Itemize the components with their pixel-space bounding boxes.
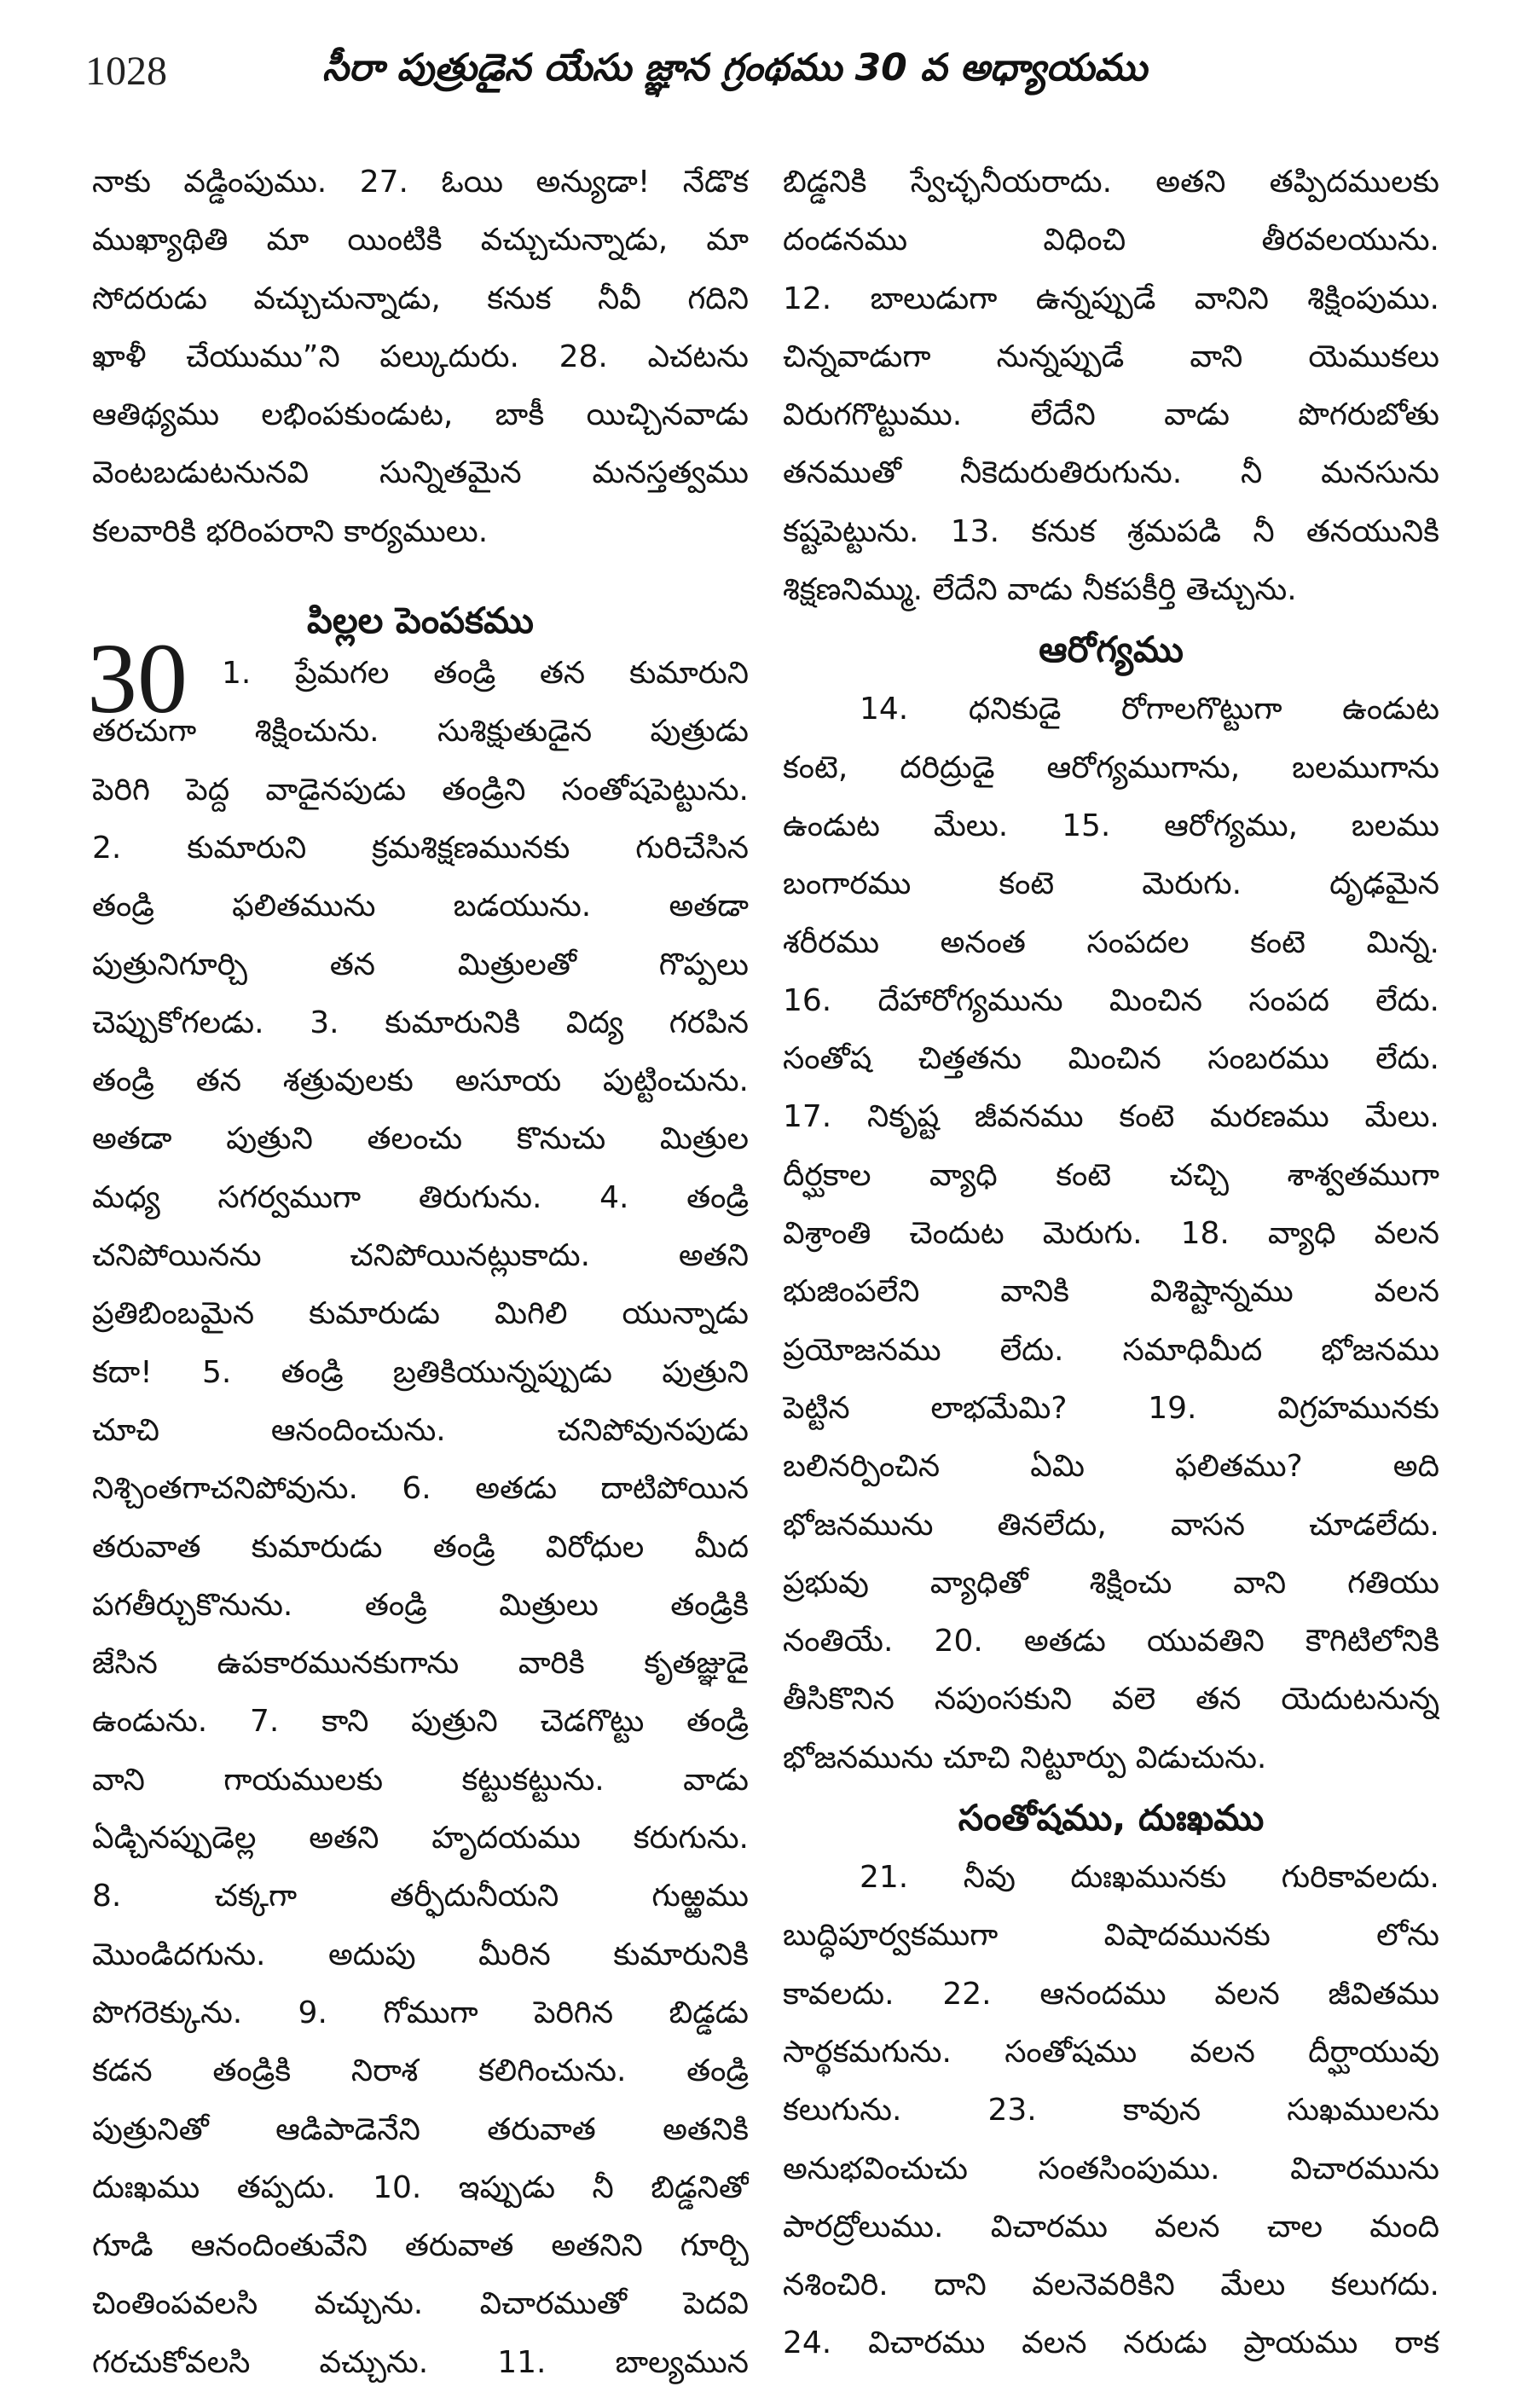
text-line: శిక్షణనిమ్ము. లేదేని వాడు నీకపకీర్తి తెచ్చును. bbox=[783, 572, 1297, 608]
text-line: బుద్ధిపూర్వకముగా విషాదమునకు లోను bbox=[783, 1918, 1439, 1954]
text-line: నంతియే. 20. అతడు యువతిని కౌగిటిలోనికి bbox=[783, 1624, 1439, 1659]
text-line: దుఃఖము తప్పదు. 10. ఇప్పుడు నీ బిడ్డనితో bbox=[92, 2169, 749, 2205]
text-line: పెరిగి పెద్ద వాడైనపుడు తండ్రిని సంతోషపెట్టును. bbox=[92, 772, 749, 808]
text-line: పుత్రునితో ఆడిపాడెనేని తరువాత అతనికి bbox=[92, 2111, 749, 2147]
text-line: చిన్నవాడుగా నున్నప్పుడే వాని యెముకలు bbox=[783, 339, 1439, 374]
text-line: గూడి ఆనందింతువేని తరువాత అతనిని గూర్చి bbox=[92, 2228, 749, 2264]
text-line: చింతింపవలసి వచ్చును. విచారముతో పెదవి bbox=[92, 2286, 749, 2322]
text-line: అతడా పుత్రుని తలంచు కొనుచు మిత్రుల bbox=[92, 1121, 749, 1157]
text-line: 14. ధనికుడై రోగాలగొట్టుగా ఉండుట bbox=[860, 692, 1439, 727]
text-line: 24. విచారము వలన నరుడు ప్రాయము రాక bbox=[783, 2325, 1439, 2361]
page-number: 1028 bbox=[85, 49, 167, 94]
chapter-number-dropcap: 30 bbox=[87, 623, 188, 735]
text-line: పారద్రోలుము. విచారము వలన చాల మంది bbox=[783, 2209, 1439, 2244]
text-line: వాని గాయములకు కట్టుకట్టును. వాడు bbox=[92, 1762, 749, 1798]
text-line: పొగరెక్కును. 9. గోముగా పెరిగిన బిడ్డడు bbox=[92, 1995, 749, 2030]
text-line: చూచి ఆనందించును. చనిపోవునపుడు bbox=[92, 1412, 749, 1448]
text-line: కడన తండ్రికి నిరాశ కలిగించును. తండ్రి bbox=[92, 2053, 749, 2089]
paragraph-verses-21-24 bbox=[783, 1849, 1439, 2373]
text-line: విశ్రాంతి చెందుట మెరుగు. 18. వ్యాధి వలన bbox=[783, 1216, 1439, 1252]
text-line: 21. నీవు దుఃఖమునకు గురికావలదు. bbox=[860, 1860, 1439, 1896]
section-heading-health: ఆరోగ్యము bbox=[1039, 628, 1184, 671]
text-line: సంతోష చిత్తతను మించిన సంబరము లేదు. bbox=[783, 1041, 1439, 1077]
text-line: 16. దేహారోగ్యమును మించిన సంపద లేదు. bbox=[783, 982, 1439, 1018]
text-line: భోజనమును తినలేదు, వాసన చూడలేదు. bbox=[783, 1507, 1439, 1543]
text-line: పగతీర్చుకొనును. తండ్రి మిత్రులు తండ్రికి bbox=[92, 1587, 749, 1623]
text-line: ఏడ్చినప్పుడెల్ల అతని హృదయము కరుగును. bbox=[92, 1821, 749, 1856]
text-line: బలినర్పించిన ఏమి ఫలితము? అది bbox=[783, 1449, 1439, 1485]
text-line: 12. బాలుడుగా ఉన్నప్పుడే వానిని శిక్షింపుము. bbox=[783, 281, 1439, 316]
text-line: సార్థకమగును. సంతోషము వలన దీర్ఘాయువు bbox=[783, 2034, 1439, 2070]
left-column bbox=[87, 153, 749, 2392]
text-line: ఖాళీ చేయుము”ని పల్కుదురు. 28. ఎచటను bbox=[92, 339, 749, 374]
text-line: సోదరుడు వచ్చుచున్నాడు, కనుక నీవీ గదిని bbox=[92, 281, 749, 316]
text-line: కలవారికి భరింపరాని కార్యములు. bbox=[92, 513, 489, 549]
text-line: 17. నికృష్ట జీవనము కంటె మరణము మేలు. bbox=[783, 1099, 1439, 1135]
text-line: వెంటబడుటనునవి సున్నితమైన మనస్తత్వము bbox=[92, 455, 749, 491]
text-line: 2. కుమారుని క్రమశిక్షణమునకు గురిచేసిన bbox=[92, 830, 749, 866]
text-line: నిశ్చింతగాచనిపోవును. 6. అతడు దాటిపోయిన bbox=[92, 1471, 749, 1507]
text-line: బంగారము కంటె మెరుగు. దృఢమైన bbox=[783, 866, 1439, 902]
text-line: విరుగగొట్టుము. లేదేని వాడు పొగరుబోతు bbox=[783, 397, 1439, 433]
text-line: మొండిదగును. అదుపు మీరిన కుమారునికి bbox=[92, 1937, 749, 1972]
text-line: ఆతిథ్యము లభింపకుండుట, బాకీ యిచ్చినవాడు bbox=[92, 397, 749, 433]
text-line: తనముతో నీకెదురుతిరుగును. నీ మనసును bbox=[783, 455, 1439, 491]
running-title: సీరా పుత్రుడైన యేసు జ్ఞాన గ్రంథము 30 వ అధ్యాయము bbox=[322, 46, 1148, 90]
text-line: చెప్పుకోగలడు. 3. కుమారునికి విద్య గరపిన bbox=[92, 1005, 749, 1040]
text-line: నాకు వడ్డింపుము. 27. ఓయి అన్యుడా! నేడొక bbox=[92, 165, 749, 200]
text-line: ముఖ్యాథితి మా యింటికి వచ్చుచున్నాడు, మా bbox=[92, 223, 749, 258]
text-line: తరువాత కుమారుడు తండ్రి విరోధుల మీద bbox=[92, 1529, 749, 1565]
text-line: భుజింపలేని వానికి విశిష్టాన్నము వలన bbox=[783, 1274, 1439, 1310]
text-line: ప్రయోజనము లేదు. సమాధిమీద భోజనము bbox=[783, 1332, 1439, 1368]
right-column bbox=[783, 153, 1439, 2373]
section-heading-child-rearing: పిల్లల పెంపకము bbox=[307, 599, 534, 642]
text-line: 1. ప్రేమగల తండ్రి తన కుమారుని bbox=[222, 656, 749, 692]
page-header bbox=[85, 43, 1450, 111]
text-line: తీసికొనిన నపుంసకుని వలె తన యెదుటనున్న bbox=[783, 1682, 1439, 1717]
text-line: తండ్రి ఫలితమును బడయును. అతడా bbox=[92, 889, 749, 924]
text-line: మధ్య సగర్వముగా తిరుగును. 4. తండ్రి bbox=[92, 1179, 749, 1215]
text-line: కదా! 5. తండ్రి బ్రతికియున్నప్పుడు పుత్రుని bbox=[92, 1354, 749, 1390]
chapter-paragraph bbox=[92, 703, 749, 2392]
text-line: పుత్రునిగూర్చి తన మిత్రులతో గొప్పలు bbox=[92, 947, 749, 982]
text-line: దీర్ఘకాల వ్యాధి కంటె చచ్చి శాశ్వతముగా bbox=[783, 1157, 1439, 1193]
text-line: దండనము విధించి తీరవలయును. bbox=[783, 223, 1439, 258]
text-line: నశించిరి. దాని వలనెవరికిని మేలు కలుగదు. bbox=[783, 2267, 1439, 2303]
intro-paragraph bbox=[92, 153, 749, 561]
text-line: ఉండుట మేలు. 15. ఆరోగ్యము, బలము bbox=[783, 808, 1439, 843]
paragraph-verses-14-20 bbox=[783, 681, 1439, 1787]
text-line: అనుభవించుచు సంతసింపుము. విచారమును bbox=[783, 2151, 1439, 2186]
text-line: జేసిన ఉపకారమునకుగాను వారికి కృతజ్ఞుడై bbox=[92, 1646, 749, 1682]
text-line: పెట్టిన లాభమేమి? 19. విగ్రహమునకు bbox=[783, 1390, 1439, 1426]
paragraph-verses-11-13 bbox=[783, 153, 1439, 619]
text-line: ప్రభువు వ్యాధితో శిక్షించు వాని గతియు bbox=[783, 1565, 1439, 1601]
text-line: కలుగును. 23. కావున సుఖములను bbox=[783, 2093, 1439, 2128]
text-line: బిడ్డనికి స్వేచ్ఛనీయరాదు. అతని తప్పిదములకు bbox=[783, 165, 1439, 200]
text-line: తండ్రి తన శత్రువులకు అసూయ పుట్టించును. bbox=[92, 1063, 749, 1099]
text-line: 8. చక్కగా తర్ఫీదునీయని గుఱ్ఱము bbox=[92, 1879, 749, 1914]
section-heading-joy-sorrow: సంతోషము, దుఃఖము bbox=[958, 1797, 1265, 1839]
text-line: శరీరము అనంత సంపదల కంటె మిన్న. bbox=[783, 924, 1439, 960]
text-line: తరచుగా శిక్షించును. సుశిక్షుతుడైన పుత్రుడు bbox=[92, 714, 749, 750]
text-line: కావలదు. 22. ఆనందము వలన జీవితము bbox=[783, 1976, 1439, 2012]
text-line: చనిపోయినను చనిపోయినట్లుకాదు. అతని bbox=[92, 1238, 749, 1274]
text-line: కష్టపెట్టును. 13. కనుక శ్రమపడి నీ తనయునికి bbox=[783, 513, 1439, 549]
text-line: కంటె, దరిద్రుడై ఆరోగ్యముగాను, బలముగాను bbox=[783, 750, 1439, 785]
text-line: ఉండును. 7. కాని పుత్రుని చెడగొట్టు తండ్రి bbox=[92, 1704, 749, 1740]
text-line: గరచుకోవలసి వచ్చును. 11. బాల్యమున bbox=[92, 2344, 749, 2380]
text-line: భోజనమును చూచి నిట్టూర్పు విడుచును. bbox=[783, 1740, 1267, 1775]
text-line: ప్రతిబింబమైన కుమారుడు మిగిలి యున్నాడు bbox=[92, 1296, 749, 1332]
